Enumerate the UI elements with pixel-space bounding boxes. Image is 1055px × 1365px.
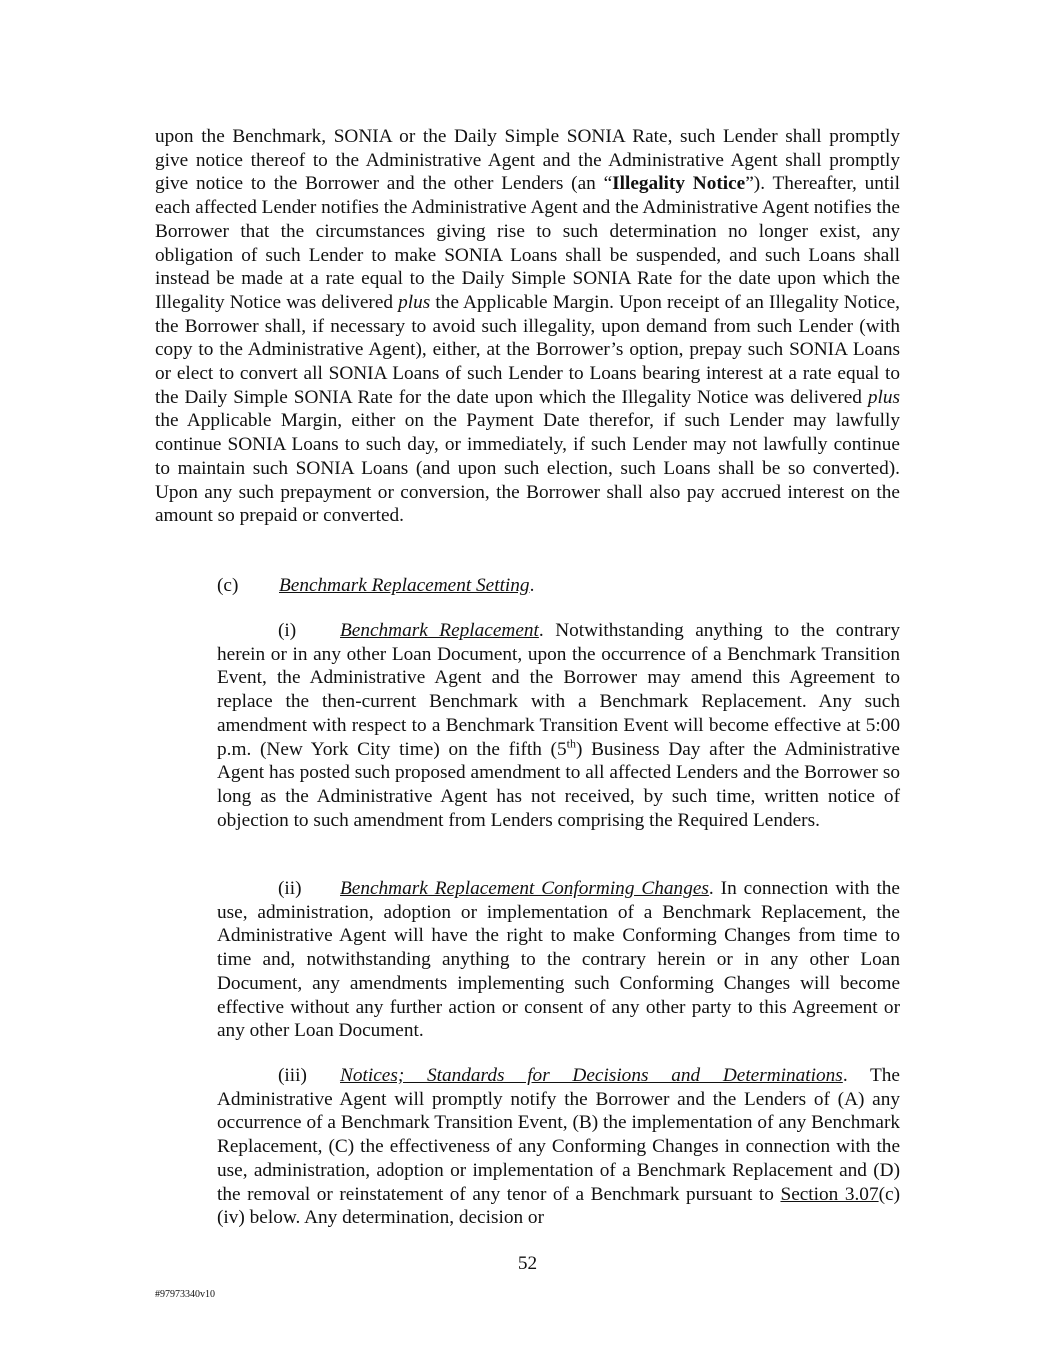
- text-run: ) Business Day after the Administrative Agent has posted such proposed amendment to all affected Lenders and the Borrower so long as the Administrative Agent has not received, by such time, written notice of objection to such amendment from Lenders comprising the Required Lenders.: [217, 738, 900, 831]
- text-run: upon the Benchmark, SONIA or the Daily Simple SONIA Rate, such Lender shall promptly give notice thereof to the Administrative Agent and the Administrative Agent shall promptly give notice to the Borrower and the other Lenders (an “: [155, 126, 900, 195]
- page-number: 52: [517, 1253, 538, 1274]
- text-run: . In connection with the use, administration, adoption or implementation of a Benchmark Replacement, the Administrative Agent will have the right to make Conforming Changes from time to time and, notwithstanding anything to the contrary herein or in any other Loan Document, any amendments implementing such Conforming Changes will become effective without any further action or consent of any other party to this Agreement or any other Loan Document.: [217, 878, 900, 1042]
- emphasis-plus: plus: [867, 386, 900, 408]
- section-title: Benchmark Replacement Conforming Changes: [340, 878, 709, 899]
- document-id: #97973340v10: [155, 1289, 215, 1300]
- paragraph-section-i: [217, 619, 900, 832]
- paragraph-section-iii: [217, 1064, 900, 1230]
- section-title: Benchmark Replacement Setting: [279, 575, 530, 596]
- text-run: ”). Thereafter, until each affected Lender notifies the Administrative Agent and the Administrative Agent notifies the Borrower that the circumstances giving rise to such determination no longer exist, any obligation of such Lender to make SONIA Loans shall be suspended, and such Loans shall instead be made at a rate equal to the Daily Simple SONIA Rate for the date upon which the Illegality Notice was delivered: [155, 173, 900, 313]
- section-number: (i): [278, 620, 297, 641]
- section-title: Notices; Standards for Decisions and Determinations: [340, 1065, 843, 1086]
- heading-section-c: [217, 574, 900, 598]
- section-title: Benchmark Replacement: [340, 620, 539, 641]
- text-run: . Notwithstanding anything to the contrary herein or in any other Loan Document, upon the occurrence of a Benchmark Transition Event, the Administrative Agent and the Borrower may amend this Agreement to replace the then-current Benchmark with a Benchmark Replacement. Any such amendment with respect to a Benchmark Transition Event will become effective at 5:00 p.m. (New York City time) on the fifth (5: [217, 620, 900, 760]
- superscript: th: [566, 736, 576, 751]
- paragraph-section-ii: [217, 877, 900, 1043]
- text-run: .: [529, 575, 535, 596]
- text-run: the Applicable Margin, either on the Payment Date therefor, if such Lender may lawfully continue SONIA Loans to such day, or immediately, if such Lender may not lawfully continue to maintain such SONIA Loans (and upon such election, such Loans shall be so converted). Upon any such prepayment or conversion, the Borrower shall also pay accrued interest on the amount so prepaid or converted.: [155, 410, 900, 527]
- text-run: the Applicable Margin. Upon receipt of an Illegality Notice, the Borrower shall, if necessary to avoid such illegality, upon demand from such Lender (with copy to the Administrative Agent), either, at the Borrower’s option, prepay such SONIA Loans or elect to convert all SONIA Loans of such Lender to Loans bearing interest at a rate equal to the Daily Simple SONIA Rate for the date upon which the Illegality Notice was delivered: [155, 291, 900, 408]
- defined-term-illegality-notice: Illegality Notice: [612, 173, 746, 195]
- section-reference-link[interactable]: Section 3.07: [780, 1183, 879, 1205]
- section-number: (ii): [278, 878, 302, 899]
- paragraph-illegality: [155, 125, 900, 528]
- text-run: . The Administrative Agent will promptly notify the Borrower and the Lenders of (A) any occurrence of a Benchmark Transition Event, (B) the implementation of any Benchmark Replacement, (C) the effectiveness of any Conforming Changes in connection with the use, administration, adoption or implementation of a Benchmark Replacement and (D) the removal or reinstatement of any tenor of a Benchmark pursuant to: [217, 1065, 900, 1205]
- text-run: (c)(iv) below. Any determination, decision or: [217, 1183, 900, 1229]
- emphasis-plus: plus: [398, 291, 431, 313]
- section-number: (c): [217, 575, 239, 596]
- section-number: (iii): [278, 1065, 307, 1086]
